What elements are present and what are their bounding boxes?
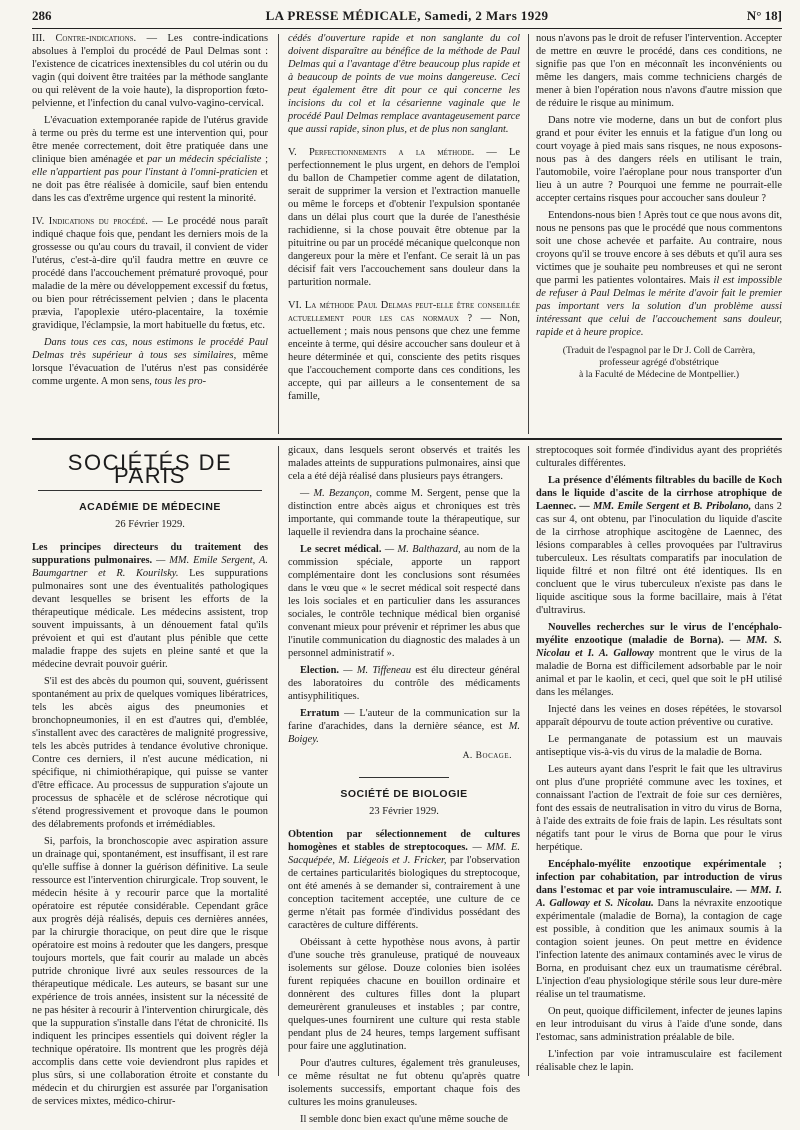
academie-heading: ACADÉMIE DE MÉDECINE — [79, 501, 221, 513]
paragraph: cédés d'ouverture rapide et non sanglante du col doivent disparaître au bénéfice de la méthode de Paul Delmas qui a l'avantage d'être beaucoup plus rapide et à beaucoup de points de vue moins dangereuse. Ceci peut également être dit pour ce qui concerne les incisions du col et la césarienne vaginale que le procédé Paul Delmas remplace avantageusement parce que aussi rapide, sinon plus, et de plus non sanglant. — [288, 33, 520, 135]
text-italic: Dans tous ces cas, nous estimons le procédé Paul Delmas très supérieur à tous ses similaires — [32, 337, 268, 361]
paragraph: streptocoques soit formée d'individus ayant des propriétés culturales différentes. — [536, 445, 782, 469]
paragraph — [288, 487, 520, 539]
paragraph — [32, 114, 268, 205]
section-5-text: — Le perfectionnement le plus urgent, en dehors de l'emploi du ballon de Champetier comme agent de dilatation, serait de supprimer la version et l'extraction manuelle ou même le forceps et d'obtenir l'expulsion spontanée dans un délai plus court que la durée de l'anesthésie rachidienne, si la chose pouvait être obtenue par la pituitrine ou par un procédé mécanique quelconque non dangereux pour la mère et l'enfant. Ce serait là un pas décisif fait vers l'accouchement sans douleur dans la parturition normale. — [288, 147, 520, 288]
paragraph: nous n'avons pas le droit de refuser l'intervention. Accepter de mettre en œuvre le procédé, dans ces conditions, ne signifie pas que l'on en méconnaît les inconvénients ou même les dangers, mais comme techniciens chargés de mener à bien l'opération nous n'avons d'autre mission que de réduire le risque au minimum. — [536, 33, 782, 109]
paragraph: Il semble donc bien exact qu'une même souche de — [300, 1114, 508, 1125]
communication-title: Nouvelles recherches sur le virus de l'encéphalo-myélite enzootique (maladie de Borna). — [536, 622, 782, 646]
communication-authors: — M. Bezançon, — [300, 488, 372, 499]
societes-title: SOCIÉTÉS DE PARIS — [67, 450, 233, 488]
section-3 — [32, 32, 268, 110]
section-4-text: — Le procédé nous paraît indiqué chaque fois que, pendant les derniers mois de la grossesse ou qu'au cours du travail, il convient de vider l'utérus, c'est-à-dire qu'il faudra mettre en œuvre ce procédé dans l'accouchement prématuré provoqué, pour maladie de la mère ou développement excessif du fœtus, ou bien pour rétrécissement pelvien ; dans le placenta prævia, l'apoplexie utéro-placentaire, la toxémie gravidique, l'éclampsie, la mort habituelle du fœtus, etc. — [32, 216, 268, 331]
paragraph: Si, parfois, la bronchoscopie avec aspiration assure un drainage qui, spontanément, est insuffisant, il est rare qu'elle suffise à donner la guérison définitive. La seule ressource est l'intervention chirurgicale. Trop souvent, le médecin hésite à y recourir parce que la mortalité opératoire est réputée considérable. Cependant grâce aux progrès déjà réalisés, depuis ces dernières années, par la chirurgie thoracique, on peut dire que le risque opératoire est moins à redouter que les dangers, presque toujours mortels, que fait courir au malade un abcès putride chronique livré aux seules ressources de la thérapeutique médicale. Les auteurs, se basant sur une expérience de trois années, insistent sur la nécessité de ne pas hésiter à recourir à l'intervention chirurgicale, dès que la suppuration s'installe dans l'état de chronicité. Ils indiquent les principes essentiels qui doivent régler la technique opératoire. Ils montrent que les progrès déjà accomplis dans cette voie deviendront plus rapides et plus sûrs, si une collaboration étroite et constante du médecin et du chirurgien est assurée par l'organisation de services mixtes, médico-chirur- — [32, 836, 268, 1107]
text-italic: tous les pro- — [154, 376, 207, 387]
paragraph: Injecté dans les veines en doses répétées, le stovarsol apparaît dépourvu de toute action préventive ou curative. — [536, 704, 782, 728]
paragraph — [536, 209, 782, 339]
section-5 — [288, 146, 520, 289]
text: Entendons-nous bien ! Après tout ce que nous avons dit, nous ne pensons pas que le procédé que nous commentons soit une chose achevée et parfaite. Au contraire, nous croyons qu'il se trouve encore à ses débuts et qu'il aura ses victimes que je souhaite peu nombreuses et qui ne seront que parmi les patientes volontaires. Mais — [536, 210, 782, 286]
paragraph: L'infection par voie intramusculaire est facilement réalisable chez le lapin. — [536, 1049, 782, 1073]
short-divider — [359, 777, 449, 778]
section-divider — [32, 438, 782, 440]
translator-line: à la Faculté de Médecine de Montpellier.) — [578, 369, 740, 380]
section-6 — [288, 299, 520, 403]
column-divider — [528, 446, 529, 1076]
section-3-text: — Les contre-indications absolues à l'emploi du procédé de Paul Delmas sont : l'existence de cicatrices inextensibles du col utérin ou du vagin (qui doivent être traitées par la méthode sanglante ou qui relèvent de la voie haute), la disproportion fœto-pelvienne, et l'infection du canal vulvo-vagino-cervical. — [32, 33, 268, 109]
section-3-heading: III. Contre-indications. — [32, 33, 137, 44]
running-head — [32, 4, 782, 29]
communication-title: La présence d'éléments filtrables du bacille de Koch dans le liquide d'ascite de la cirrhose atrophique de Laennec. — [536, 475, 782, 512]
paragraph: S'il est des abcès du poumon qui, souvent, guérissent spontanément au prix de quelques vomiques libératrices, tels les abcès aigus des pneumonies et bronchopneumonies, il en est d'autres qui, d'emblée, s'installent avec des caractères de malignité progressive, tels les abcès putrides à tendance évolutive chronique. Contre ces derniers, il n'est aucune médication, ni spécifique, ni chimiothérapique, qui puisse se vanter d'être efficace. Au processus de suppuration s'ajoute un processus de sphacèle et de sclérose nécrotique qui s'étend progressivement et provoque dans le poumon des délabrements profonds et irrémédiables. — [32, 676, 268, 830]
section-6-text: — Non, actuellement ; mais nous pensons que chez une femme enceinte à terme, qui désire accoucher sans douleur et à heure déterminée et qui, consciente des petits risques que l'accouchement comporte dans ces conditions, les accepte, qui par ailleurs a le consentement de sa famille, — [288, 313, 520, 402]
top-column-1 — [32, 32, 268, 392]
paragraph — [32, 336, 268, 388]
text: L'évacuation extemporanée rapide de l'utérus gravide à terme ou près du terme est une intervention qui, pour être menée correctement, doit être pratiquée dans une clinique bien aménagée et — [32, 115, 268, 165]
communication-text: est élu directeur général des laboratoires du contrôle des médicaments antisyphilitiques. — [288, 665, 520, 702]
bottom-column-3 — [536, 444, 782, 1078]
column-divider — [278, 446, 279, 1076]
paragraph: Les auteurs ayant dans l'esprit le fait que les ultravirus ont plus d'une propriété commune avec les toxines, et connaissant l'action de l'extrait de foie sur ces dernières, font des essais de neutralisation in vitro du virus de Borna, à l'aide des extraits de foie frais de lapin. Les résultats sont négatifs tant pour le virus de Borna que pour le virus herpétique. — [536, 764, 782, 853]
communication — [536, 858, 782, 1001]
bottom-column-2 — [288, 444, 520, 1130]
top-column-3 — [536, 32, 782, 381]
section-6-heading: VI. La méthode Paul Delmas peut-elle être conseillée actuellement pour les cas normaux ? — [288, 300, 520, 324]
communication-text: dans 2 cas sur 4, ont obtenu, par l'inoculation du liquide d'ascite de la cirrhose atrophique ascitogène de Laennec, des lésions comparables à celles provoquées par l'ultravirus tuberculeux. Les résultats comparatifs par inoculation de liquide filtré et non filtré ont été identiques. Ils en concluent que le virus tuberculeux n'existe pas dans le liquide ascitique sous la forme bacillaire, mais à l'état d'ultravirus. — [536, 501, 783, 616]
section-4-heading: IV. Indications du procédé. — [32, 216, 148, 227]
paragraph: On peut, quoique difficilement, infecter de jeunes lapins en leur introduisant du virus à l'aide d'une sonde, dans l'estomac, sans administration préalable de bile. — [536, 1006, 782, 1043]
paragraph: Le permanganate de potassium est un mauvais antiseptique vis-à-vis du virus de la maladie de Borna. — [536, 734, 782, 758]
text: ; — [261, 154, 268, 165]
communication-text: montrent que le virus de la maladie de Borna est difficilement adsorbable par le noir animal et par le kaolin, et ceci, quel que soit le pH utilisé dans les mélanges. — [536, 648, 782, 698]
communication — [288, 707, 520, 746]
academie-date: 26 Février 1929. — [115, 519, 185, 530]
text-italic: par un médecin spécialiste — [147, 154, 262, 165]
communication-text: — L'auteur de la communication sur la farine d'arachides, dans la dernière séance, est — [288, 708, 520, 732]
communication-authors: — MM. S. Nicolau et I. A. Galloway — [536, 635, 782, 659]
issue-number: N° 18] — [746, 8, 782, 23]
paragraph: Obéissant à cette hypothèse nous avons, à partir d'une souche très granuleuse, pratiqué de nouveaux isolements sur gélose. Douze colonies bien isolées furent repiquées chacune en bouillon ordinaire et donnèrent des cultures filles dont la plupart demeurèrent granuleuses et instables ; par contre, quelques-unes fournirent une culture qui resta stable pendant plus de 24 heures, temps largement suffisant pour faire une agglutination. — [288, 937, 520, 1052]
communication-title: Election. — [300, 665, 339, 676]
communication — [288, 543, 520, 660]
communication-authors: M. Boigey. — [288, 721, 520, 745]
page-number: 286 — [32, 8, 52, 23]
section-4 — [32, 215, 268, 332]
communication-text: Dans la névraxite enzootique expérimentale (maladie de Borna), la contagion de cage est possible, à condition que les animaux soumis à la contagion soient jeunes. On peut mettre en évidence l'infection latente des animaux contaminés avec le virus de Borna, en produisant chez eux un traumatisme cérébral. L'injection d'eau physiologique stérile sous leur dure-mère réalise un tel traumatisme. — [536, 898, 782, 1000]
communication-text: par l'observation de certaines particularités biologiques du streptocoque, ont été amenés à se demander si, contrairement à une conception tacitement acceptée, une culture de ce germe n'était pas formée d'individus possédant des caractères de culture différents. — [288, 855, 520, 931]
communication-text: au nom de la commission spéciale, apporte un rapport complémentaire dont les conclusions sont résumées dans le vœu que « le secret médical soit respecté dans les lois sociales et en particulier dans les assurances sociales, le contrôle technique médical bien organisé convenant mieux pour prévenir et réprimer les abus que l'inutile communication du diagnostic des malades à un personnel administratif ». — [288, 544, 520, 659]
communication-authors: — MM. E. Sacquépée, M. Liégeois et J. Fricker, — [288, 842, 520, 866]
communication — [536, 621, 782, 699]
communication-title: Le secret médical. — [300, 544, 382, 555]
title-underline — [38, 490, 262, 491]
column-divider — [528, 34, 529, 434]
text-italic: elle n'appartient pas pour l'instant à l'omni-praticien — [32, 167, 258, 178]
communication-title: Obtention par sélectionnement de cultures homogènes et stables de streptocoques. — [288, 829, 520, 853]
communication — [32, 541, 268, 671]
paragraph: gicaux, dans lesquels seront observés et traités les malades atteints de suppurations pulmonaires, ainsi que cela a été déjà réalisé dans plusieurs pays étrangers. — [288, 445, 520, 482]
communication — [288, 664, 520, 703]
column-divider — [278, 34, 279, 434]
communication-authors: — M. Tiffeneau — [338, 665, 412, 676]
text: , même lorsque l'évacuation de l'utérus n'est pas considérée comme urgente. A mon sens, — [32, 350, 268, 387]
biologie-date: 23 Février 1929. — [369, 806, 439, 817]
bottom-column-1 — [32, 444, 268, 1112]
communication-title: Encéphalo-myélite enzootique expérimentale ; infection par cohabitation, par introduction de virus dans l'estomac et par voie intramusculaire. — [536, 859, 782, 896]
communication-text: Les suppurations pulmonaires sont une des éventualités pathologiques devant lesquelles se brisent les efforts de la thérapeutique médicale. Les médecins assistent, trop souvent impuissants, à un dénouement fatal qu'ils prévoient et qui est d'autant plus pénible que cette maladie frappe des sujets en pleine santé et que la médecine devrait pouvoir guérir. — [32, 568, 268, 670]
section-5-heading: V. Perfectionnements a la méthode. — [288, 147, 475, 158]
translator-line: professeur agrégé d'obstétrique — [599, 357, 719, 368]
communication-authors: — MM. I. A. Galloway et S. Nicolau. — [536, 885, 782, 909]
text: et ne doit pas être réalisée à domicile, sauf bien entendu dans les cas d'extrême urgence qui restent la minorité. — [32, 167, 268, 204]
journal-title: LA PRESSE MÉDICALE, Samedi, 2 Mars 1929 — [265, 8, 549, 23]
translator-credit — [536, 345, 782, 381]
communication — [288, 828, 520, 932]
communication-authors: — MM. Emile Sergent et B. Pribolano, — [576, 501, 752, 512]
top-column-2 — [288, 32, 520, 407]
signature: A. Bocage. — [462, 751, 512, 761]
biologie-heading: SOCIÉTÉ DE BIOLOGIE — [340, 788, 468, 800]
communication-authors: — MM. Emile Sergent, A. Baumgartner et R. Kourilsky. — [32, 555, 268, 579]
paragraph: Dans notre vie moderne, dans un but de confort plus grand et pour éviter les ennuis et la fatigue d'un long ou court voyage à pied mais sans risques, ne nous exposons-nous pas à des dangers réels en utilisant le train, l'automobile, voire l'aéroplane pour nous transporter d'un lieu à un autre ? Pourquoi une femme ne pourrait-elle accepter certains risques pour accoucher sans douleur ? — [536, 115, 782, 204]
paragraph: Pour d'autres cultures, également très granuleuses, ce même résultat ne fut obtenu qu'après quatre isolements successifs, emportant chaque fois des cultures les moins granuleuses. — [288, 1058, 520, 1108]
communication-authors: — M. Balthazard, — [381, 544, 461, 555]
communication-title: Les principes directeurs du traitement des suppurations pulmonaires. — [32, 542, 268, 566]
communication — [536, 474, 782, 617]
communication-text: comme M. Sergent, pense que la distinction entre abcès aigus et chroniques est très importante, qui commande toute la thérapeutique, sur laquelle il reviendra dans la prochaine séance. — [288, 488, 520, 538]
translator-line: (Traduit de l'espagnol par le Dr J. Coll de Carrèra, — [562, 345, 756, 356]
communication-title: Erratum — [300, 708, 340, 719]
text-italic: il est impossible de refuser à Paul Delmas le mérite d'avoir fait le premier pas important vers la solution d'un problème aussi intéressant que celui de l'accouchement sans douleur, rapide et à heure propice. — [536, 275, 782, 338]
